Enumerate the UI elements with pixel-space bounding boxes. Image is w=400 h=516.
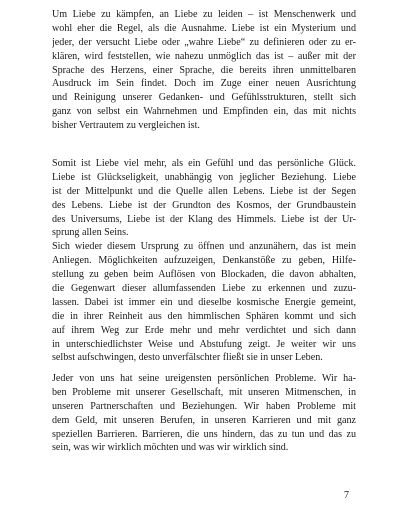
- text-line: selbst aufschwingen, desto unverfälschter fließt sie in unser Leben.: [52, 352, 323, 364]
- paragraph-1: [52, 8, 356, 133]
- text-line: wohl eher die Regel, als die Ausnahme. Liebe ist ein Mysterium und: [52, 22, 356, 34]
- text-line: die in ihrer Reinheit aus den himmlischen Sphären kommt und sich: [52, 310, 356, 322]
- paragraph-2: [52, 157, 356, 365]
- text-line: unseren Partnerschaften und Beziehungen. Wir haben Probleme mit: [52, 400, 356, 412]
- text-line: in unterschiedlichster Weise und Abstufung zeigt. Je weiter wir uns: [52, 338, 356, 350]
- text-line: jeder, der versucht Liebe oder „wahre Liebe“ zu definieren oder zu er-: [52, 36, 356, 48]
- text-line: stellung zu geben beim Auflösen von Blockaden, die davon abhalten,: [52, 269, 356, 281]
- text-line: auf ihrem Weg zur Erde mehr und mehr verdichtet und sich dann: [52, 324, 356, 336]
- text-line: bisher Vertrautem zu vergleichen ist.: [52, 120, 200, 132]
- text-line: des Lebens. Liebe ist der Grundton des Kosmos, der Grundbaustein: [52, 199, 356, 211]
- text-line: ben Probleme mit unserer Gesellschaft, mit unseren Mitmenschen, in: [52, 386, 356, 398]
- text-line: Ausdruck im Sein findet. Doch im Zuge einer neuen Ausrichtung: [52, 78, 356, 90]
- text-line: Anliegen. Möglichkeiten aufzuzeigen, Denkanstöße zu geben, Hilfe-: [52, 255, 356, 267]
- page-number: 7: [344, 490, 349, 501]
- text-line: sprung allen Seins.: [52, 227, 129, 239]
- text-line: Somit ist Liebe viel mehr, als ein Gefühl und das persönliche Glück.: [52, 158, 356, 169]
- paragraph-3: [52, 372, 356, 455]
- text-line: ist der Mittelpunkt und die Quelle allen Lebens. Liebe ist der Segen: [52, 185, 356, 197]
- text-line: lassen. Dabei ist immer ein und dieselbe kosmische Energie gemeint,: [52, 296, 356, 308]
- text-line: speziellen Barrieren. Barrieren, die uns hindern, das zu tun und das zu: [52, 428, 356, 440]
- text-line: klären, wird feststellen, wie nahezu unmöglich das ist – außer mit der: [52, 50, 356, 62]
- text-line: und Reinigung unserer Gedanken- und Gefühlsstrukturen, stellt sich: [52, 92, 356, 104]
- text-line: die Gegenwart dieser allumfassenden Liebe zu erkennen und zuzu-: [52, 283, 356, 295]
- text-line: ganz von selbst ein Wahrnehmen und Empfinden ein, das mit nichts: [52, 106, 356, 118]
- text-line: Um Liebe zu kämpfen, an Liebe zu leiden – ist Menschenwerk und: [52, 9, 356, 20]
- text-line: des Universums, Liebe ist der Klang des Himmels. Liebe ist der Ur-: [52, 213, 356, 225]
- text-line: Sprache des Herzens, einer Sprache, die bereits ihren unmittelbaren: [52, 64, 356, 76]
- text-line: Liebe ist Glückseligkeit, unabhängig von jeglicher Beziehung. Liebe: [52, 171, 356, 183]
- text-line: sein, was wir wirklich möchten und was wir wirklich sind.: [52, 442, 289, 454]
- text-line: dem Geld, mit unseren Berufen, in unseren Karrieren und mit ganz: [52, 414, 356, 426]
- text-line: Sich wieder diesem Ursprung zu öffnen und anzunähern, das ist mein: [52, 241, 356, 253]
- text-line: Jeder von uns hat seine ureigensten persönlichen Probleme. Wir ha-: [52, 373, 356, 384]
